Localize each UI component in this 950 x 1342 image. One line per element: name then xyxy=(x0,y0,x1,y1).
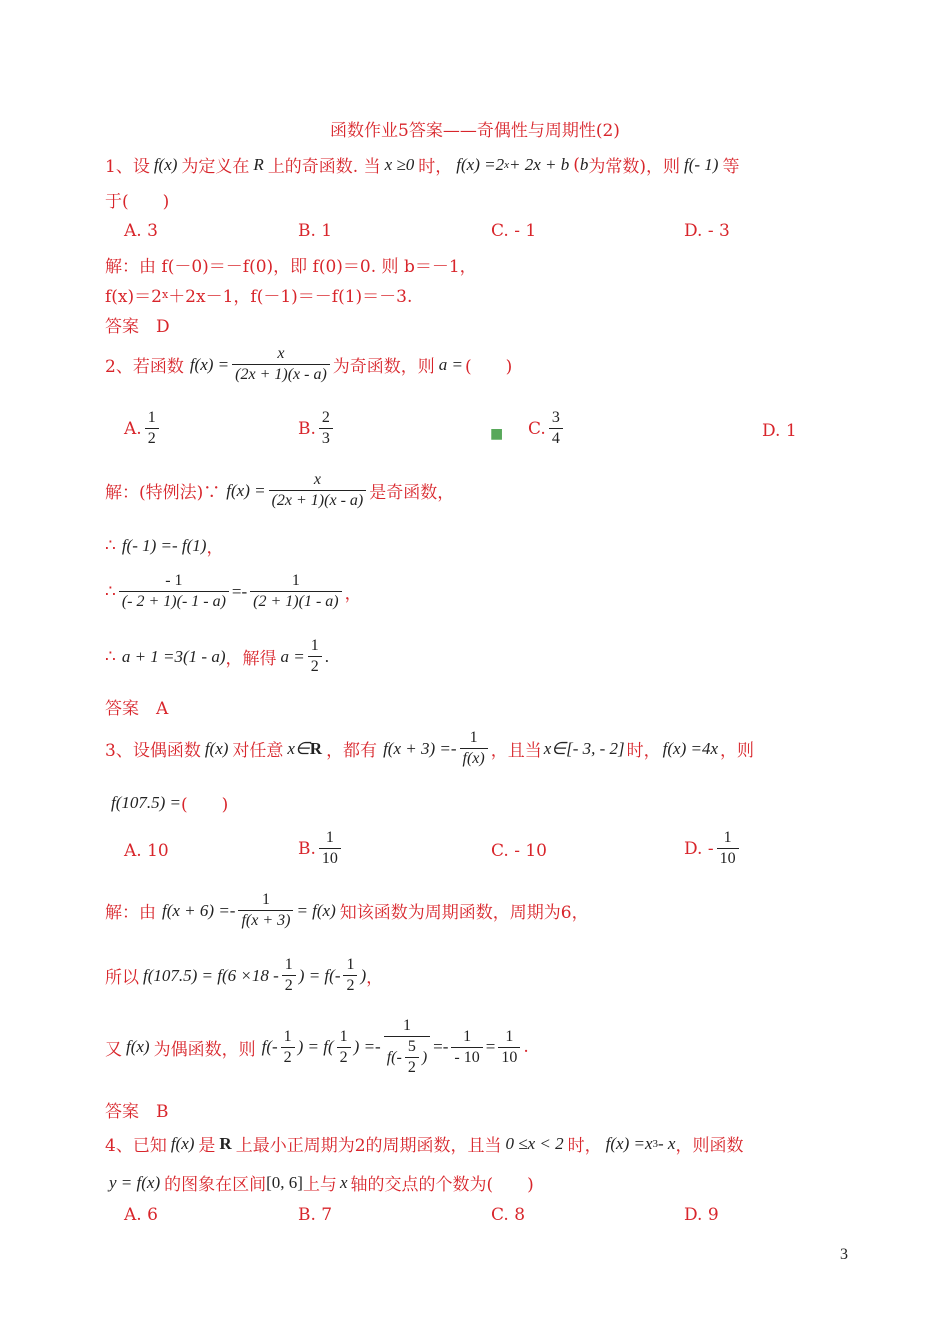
q1-option-d: D. - 3 xyxy=(684,221,730,241)
q2-option-a: A. $\frac{1}{2}$ xyxy=(124,408,162,449)
q1-solution-line2: f(x)＝2 x ＋2x－1，f(－1)＝－f(1)＝－3. xyxy=(105,287,413,307)
q3-stem-line2: f(107.5) = ( ) xyxy=(111,792,229,815)
q3-option-a: A. 10 xyxy=(124,841,169,861)
q1-option-a: A. 3 xyxy=(124,221,158,241)
q3-solution-line1: 解：由 f(x + 6) =- $\frac{1}{f(x + 3)}$ = f(x) 知该函数为周期函数，周期为6， xyxy=(105,891,589,929)
q2-solution-line3: ∴ $\frac{- 1}{(- 2 + 1)(- 1 - a)}$ =- $\frac{1}{(2 + 1)(1 - a)}$ ， xyxy=(105,572,362,610)
q1-solution-line1: 解：由 f(－0)＝－f(0)，即 f(0)＝0. 则 b＝－1， xyxy=(105,257,477,277)
page-title: 函数作业5答案——奇偶性与周期性(2) xyxy=(330,121,620,141)
page-number: 3 xyxy=(840,1246,848,1263)
q3-option-d: D. - $\frac{1}{10}$ xyxy=(684,828,742,869)
q2-fraction: $\frac{x}{(2x + 1)(x - a)}$ xyxy=(232,344,330,385)
q1-option-c: C. - 1 xyxy=(491,221,537,241)
q3-answer: 答案 B xyxy=(105,1102,169,1122)
q4-option-d: D. 9 xyxy=(684,1205,719,1225)
q2-stem: 2、若函数 f(x) = $\frac{x}{(2x + 1)(x - a)}$ 为奇函数，则 a = ( ) xyxy=(105,345,513,383)
q3-solution-line3: 又 f(x) 为偶函数，则 f(- $\frac{1}{2}$ ) = f( $\frac{1}{2}$ ) =- 1 f(- $\frac{5}{2}$ ) =- $\frac{1}{- 10}$ = $\frac{1}{10}$ . xyxy=(105,1017,529,1076)
q2-solution-line2: ∴ f(- 1) =- f(1) ， xyxy=(105,535,224,558)
q3-stem: 3、设偶函数 f(x) 对任意 x∈ R ，都有 f(x + 3) =- $\frac{1}{f(x)}$ ，且当 x∈[- 3, - 2] 时， f(x) =4x ，则 xyxy=(105,729,754,767)
q3-option-c: C. - 10 xyxy=(491,841,547,861)
q4-option-b: B. 7 xyxy=(298,1205,333,1225)
q1-option-b: B. 1 xyxy=(298,221,333,241)
q3-solution-line2: 所以 f(107.5) = f(6 ×18 - $\frac{1}{2}$ ) = f(- $\frac{1}{2}$ ) ， xyxy=(105,956,384,994)
q1-answer: 答案 D xyxy=(105,317,170,337)
stray-dot: ■ xyxy=(490,426,504,442)
q2-solution-line1: 解：(特例法)∵ f(x) = $\frac{x}{(2x + 1)(x - a)}$ 是奇函数， xyxy=(105,471,455,509)
q1-stem: 1、设 f(x) 为定义在 R 上的奇函数. 当 x ≥0 时， f(x) =2 x + 2x + b ( b 为常数)，则 f(- 1) 等 xyxy=(105,154,740,177)
q2-option-b: B. $\frac{2}{3}$ xyxy=(298,408,336,449)
q4-option-a: A. 6 xyxy=(124,1205,158,1225)
q2-option-c: C. $\frac{3}{4}$ xyxy=(528,408,566,449)
q1-stem-line2: 于( ) xyxy=(105,192,170,212)
q3-nested-fraction: 1 f(- $\frac{5}{2}$ ) xyxy=(384,1016,430,1078)
q2-option-d: D. 1 xyxy=(762,421,797,441)
q4-option-c: C. 8 xyxy=(491,1205,526,1225)
q2-solution-line4: ∴ a + 1 =3(1 - a) ，解得 a = $\frac{1}{2}$ . xyxy=(105,637,329,675)
q3-option-b: B. $\frac{1}{10}$ xyxy=(298,828,344,869)
q4-stem-line2: y = f(x) 的图象在区间 [0, 6] 上与 x 轴的交点的个数为( ) xyxy=(109,1172,534,1195)
q2-answer: 答案 A xyxy=(105,699,169,719)
q4-stem: 4、已知 f(x) 是 R 上最小正周期为2的周期函数，且当 0 ≤x < 2 时， f(x) =x 3 - x ，则函数 xyxy=(105,1133,744,1156)
